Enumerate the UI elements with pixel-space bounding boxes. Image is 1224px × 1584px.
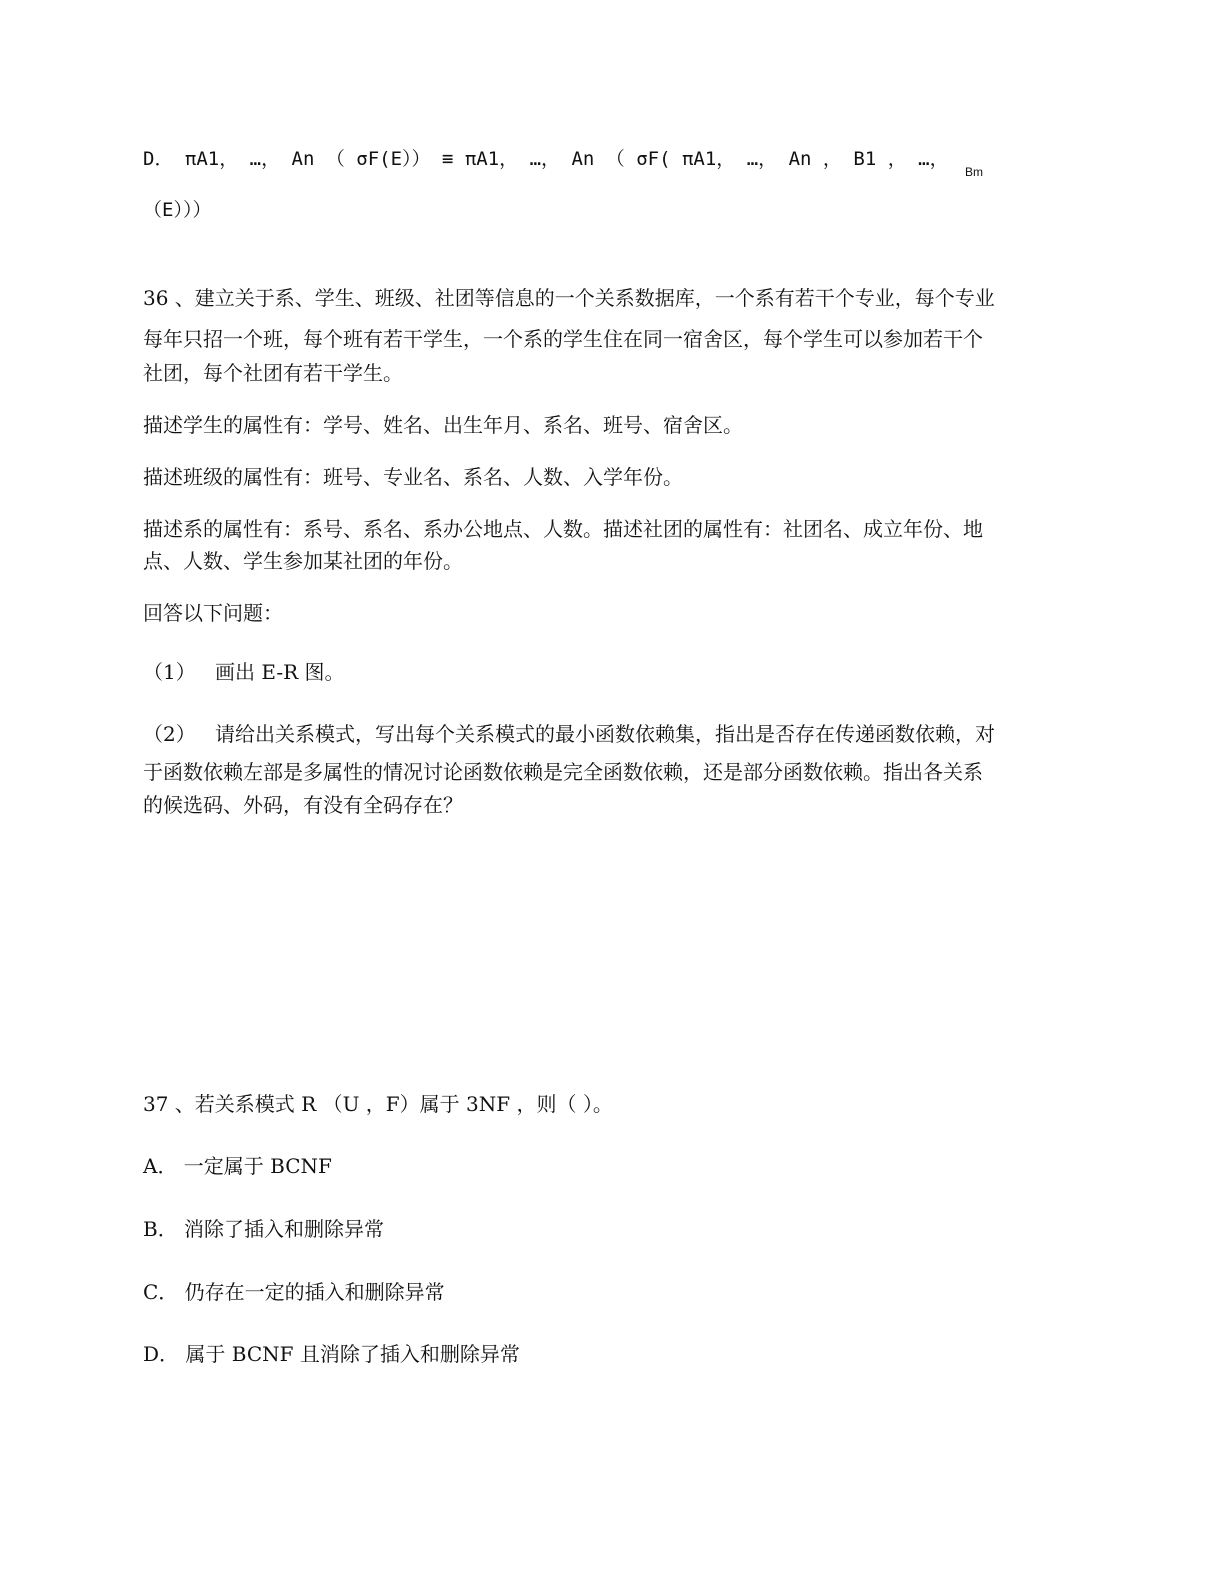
q35-option-d-line2: （E））） [143,199,212,221]
q37-stem: 37 、若关系模式 R （U ，F）属于 3NF ，则（ ）。 [143,1092,613,1116]
q37-option-c: C． 仍存在一定的插入和删除异常 [143,1280,445,1304]
q35-option-d-subscript: Bm [965,165,983,179]
q37-option-b: B． 消除了插入和删除异常 [143,1217,385,1241]
q36-sub2-line3: 的候选码、外码，有没有全码存在？ [143,793,463,817]
q36-sub1-number: （1） [143,660,196,684]
q36-stem-line2: 每年只招一个班，每个班有若干学生，一个系的学生住在同一宿舍区，每个学生可以参加若干个 [143,327,983,351]
q37-option-a: A． 一定属于 BCNF [143,1154,332,1178]
q36-student-attrs: 描述学生的属性有：学号、姓名、出生年月、系名、班号、宿舍区。 [143,413,743,437]
q36-dept-attrs-line2: 点、人数、学生参加某社团的年份。 [143,549,463,573]
q36-class-attrs: 描述班级的属性有：班号、专业名、系名、人数、入学年份。 [143,465,683,489]
q35-option-d-line1: D． πA1， …， An （ σF(E）） ≡ πA1， …， An （ σF( πA1， …， An ， B1 ， …， [143,148,949,170]
q36-stem-line3: 社团，每个社团有若干学生。 [143,361,403,385]
q36-subquestion-2 [143,721,995,747]
q36-sub1-text: 画出 E-R 图。 [215,660,345,684]
q36-sub2-line1: 请给出关系模式，写出每个关系模式的最小函数依赖集，指出是否存在传递函数依赖，对 [215,722,995,746]
q37-option-d: D． 属于 BCNF 且消除了插入和删除异常 [143,1342,520,1366]
q36-sub2-number: （2） [143,722,196,746]
q36-prompt: 回答以下问题： [143,601,283,625]
q36-stem-line1: 36 、建立关于系、学生、班级、社团等信息的一个关系数据库，一个系有若干个专业，每个专业 [143,286,995,310]
q36-subquestion-1 [143,659,345,685]
q36-dept-attrs-line1: 描述系的属性有：系号、系名、系办公地点、人数。描述社团的属性有：社团名、成立年份、地 [143,517,983,541]
q36-sub2-line2: 于函数依赖左部是多属性的情况讨论函数依赖是完全函数依赖，还是部分函数依赖。指出各关系 [143,760,983,784]
